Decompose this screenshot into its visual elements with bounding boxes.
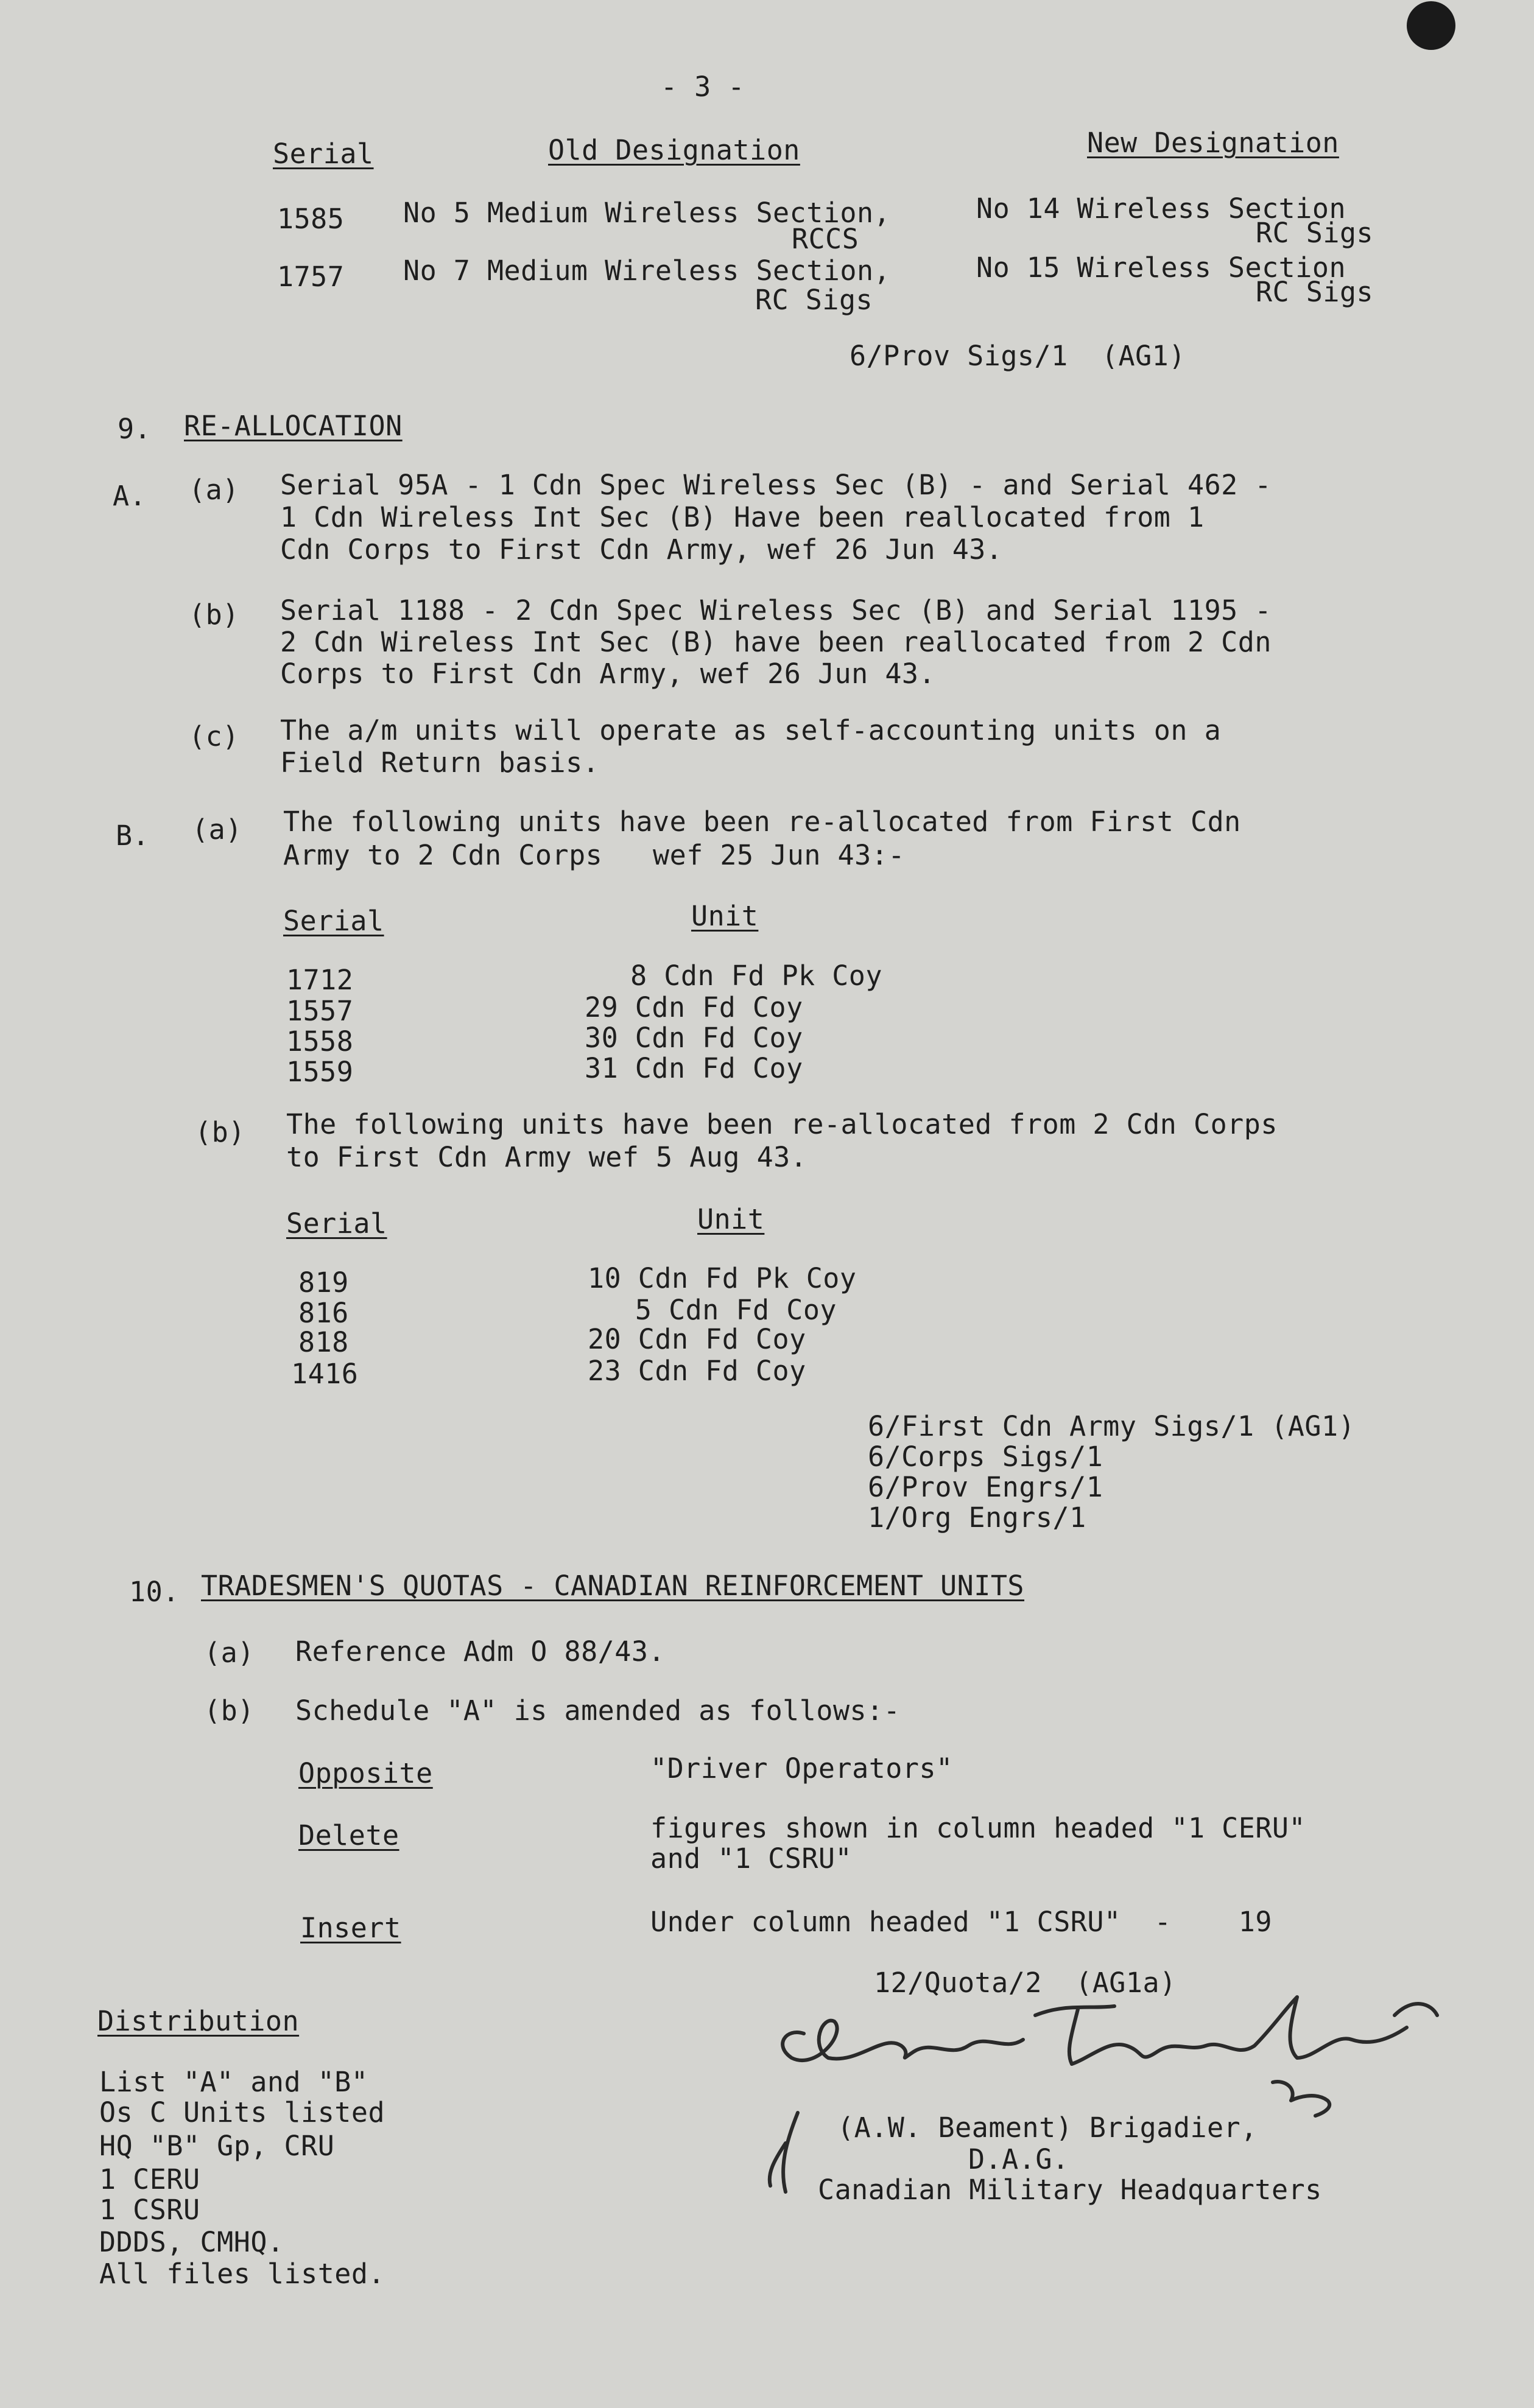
punch-hole xyxy=(1407,1,1455,50)
designation-serial: 1757 xyxy=(277,261,345,293)
distribution-line: 1 CSRU xyxy=(99,2194,200,2226)
unit-name: 29 Cdn Fd Coy xyxy=(585,991,803,1023)
amend-value: figures shown in column headed "1 CERU" xyxy=(650,1812,1306,1844)
item-a-label: (a) xyxy=(189,474,239,506)
item-b-label: (b) xyxy=(195,1116,245,1148)
designation-old-line1: No 7 Medium Wireless Section, xyxy=(403,254,891,287)
file-ref: 6/Corps Sigs/1 xyxy=(868,1441,1103,1473)
amend-value: "Driver Operators" xyxy=(650,1752,953,1785)
signatory-organization: Canadian Military Headquarters xyxy=(818,2174,1322,2206)
unit-name: 8 Cdn Fd Pk Coy xyxy=(630,960,882,992)
unit-serial: 1712 xyxy=(286,964,354,996)
unit-serial: 1559 xyxy=(286,1056,354,1088)
amend-key: Delete xyxy=(298,1819,399,1852)
page-number: - 3 - xyxy=(661,71,745,103)
distribution-line: All files listed. xyxy=(99,2258,385,2290)
distribution-line: Os C Units listed xyxy=(99,2096,385,2129)
paragraph-line: Serial 95A - 1 Cdn Spec Wireless Sec (B) - and Serial 462 - xyxy=(280,469,1272,501)
signatory-title: D.A.G. xyxy=(968,2143,1069,2175)
paragraph-line: 1 Cdn Wireless Int Sec (B) Have been reallocated from 1 xyxy=(280,501,1205,533)
unit-name: 5 Cdn Fd Coy xyxy=(635,1294,837,1326)
unit-serial: 816 xyxy=(298,1297,349,1329)
item-b-label: (b) xyxy=(204,1694,255,1727)
section-9-a-label: A. xyxy=(113,480,147,512)
paragraph-line: The following units have been re-allocated from 2 Cdn Corps xyxy=(286,1108,1278,1140)
designation-new-line1: No 15 Wireless Section xyxy=(976,251,1346,284)
unit-name: 23 Cdn Fd Coy xyxy=(588,1355,806,1387)
amend-value: Under column headed "1 CSRU" - 19 xyxy=(650,1906,1272,1938)
unit-serial: 1558 xyxy=(286,1025,354,1058)
paragraph-line: 2 Cdn Wireless Int Sec (B) have been reallocated from 2 Cdn xyxy=(280,626,1272,658)
distribution-line: 1 CERU xyxy=(99,2163,200,2196)
distribution-title: Distribution xyxy=(97,2005,300,2037)
designation-header-old: Old Designation xyxy=(548,134,800,166)
designation-file-ref: 6/Prov Sigs/1 (AG1) xyxy=(850,340,1186,372)
file-ref: 12/Quota/2 (AG1a) xyxy=(874,1967,1177,1999)
table-header-serial: Serial xyxy=(286,1207,387,1240)
section-9-number: 9. xyxy=(118,413,152,445)
distribution-line: HQ "B" Gp, CRU xyxy=(99,2130,335,2162)
unit-serial: 1557 xyxy=(286,995,354,1027)
section-9-title: RE-ALLOCATION xyxy=(184,410,403,442)
paragraph-line: Army to 2 Cdn Corps wef 25 Jun 43:- xyxy=(283,839,905,871)
paragraph-line: Field Return basis. xyxy=(280,746,600,779)
designation-header-new: New Designation xyxy=(1087,127,1339,159)
item-a-label: (a) xyxy=(192,813,242,846)
designation-old-line2: RC Sigs xyxy=(755,284,873,316)
designation-new-line1: No 14 Wireless Section xyxy=(976,192,1346,225)
unit-serial: 818 xyxy=(298,1326,349,1358)
amend-key: Insert xyxy=(300,1912,401,1944)
file-ref: 6/First Cdn Army Sigs/1 (AG1) xyxy=(868,1410,1356,1442)
paragraph-line: Schedule "A" is amended as follows:- xyxy=(295,1694,901,1727)
unit-serial: 819 xyxy=(298,1266,349,1299)
paragraph-line: Reference Adm O 88/43. xyxy=(295,1635,666,1668)
item-b-label: (b) xyxy=(189,598,239,631)
distribution-line: DDDS, CMHQ. xyxy=(99,2226,284,2258)
file-ref: 6/Prov Engrs/1 xyxy=(868,1471,1103,1503)
paragraph-line: Corps to First Cdn Army, wef 26 Jun 43. xyxy=(280,658,936,690)
designation-new-line2: RC Sigs xyxy=(1256,217,1374,249)
section-9-b-label: B. xyxy=(116,820,150,852)
paragraph-line: The a/m units will operate as self-accounting units on a xyxy=(280,714,1222,746)
section-10-number: 10. xyxy=(129,1576,180,1608)
unit-name: 30 Cdn Fd Coy xyxy=(585,1022,803,1054)
paragraph-line: The following units have been re-allocated from First Cdn xyxy=(283,806,1241,838)
unit-name: 10 Cdn Fd Pk Coy xyxy=(588,1262,857,1294)
table-header-unit: Unit xyxy=(697,1203,765,1235)
designation-serial: 1585 xyxy=(277,203,345,235)
paragraph-line: Serial 1188 - 2 Cdn Spec Wireless Sec (B) and Serial 1195 - xyxy=(280,594,1272,627)
table-header-unit: Unit xyxy=(691,900,759,932)
amend-key: Opposite xyxy=(298,1757,433,1789)
unit-name: 31 Cdn Fd Coy xyxy=(585,1052,803,1084)
designation-old-line1: No 5 Medium Wireless Section, xyxy=(403,197,891,229)
file-ref: 1/Org Engrs/1 xyxy=(868,1501,1086,1534)
designation-old-line2: RCCS xyxy=(792,223,859,255)
designation-new-line2: RC Sigs xyxy=(1256,276,1374,308)
unit-name: 20 Cdn Fd Coy xyxy=(588,1323,806,1355)
amend-value: and "1 CSRU" xyxy=(650,1842,853,1875)
unit-serial: 1416 xyxy=(291,1358,359,1390)
paragraph-line: to First Cdn Army wef 5 Aug 43. xyxy=(286,1141,807,1173)
handwritten-signature xyxy=(749,1960,1480,2204)
item-a-label: (a) xyxy=(204,1637,255,1669)
item-c-label: (c) xyxy=(189,720,239,753)
paragraph-line: Cdn Corps to First Cdn Army, wef 26 Jun 43. xyxy=(280,533,1003,566)
section-10-title: TRADESMEN'S QUOTAS - CANADIAN REINFORCEMENT UNITS xyxy=(201,1570,1025,1602)
distribution-line: List "A" and "B" xyxy=(99,2066,368,2098)
signatory-name: (A.W. Beament) Brigadier, xyxy=(837,2111,1258,2144)
designation-header-serial: Serial xyxy=(273,138,374,170)
table-header-serial: Serial xyxy=(283,905,384,937)
